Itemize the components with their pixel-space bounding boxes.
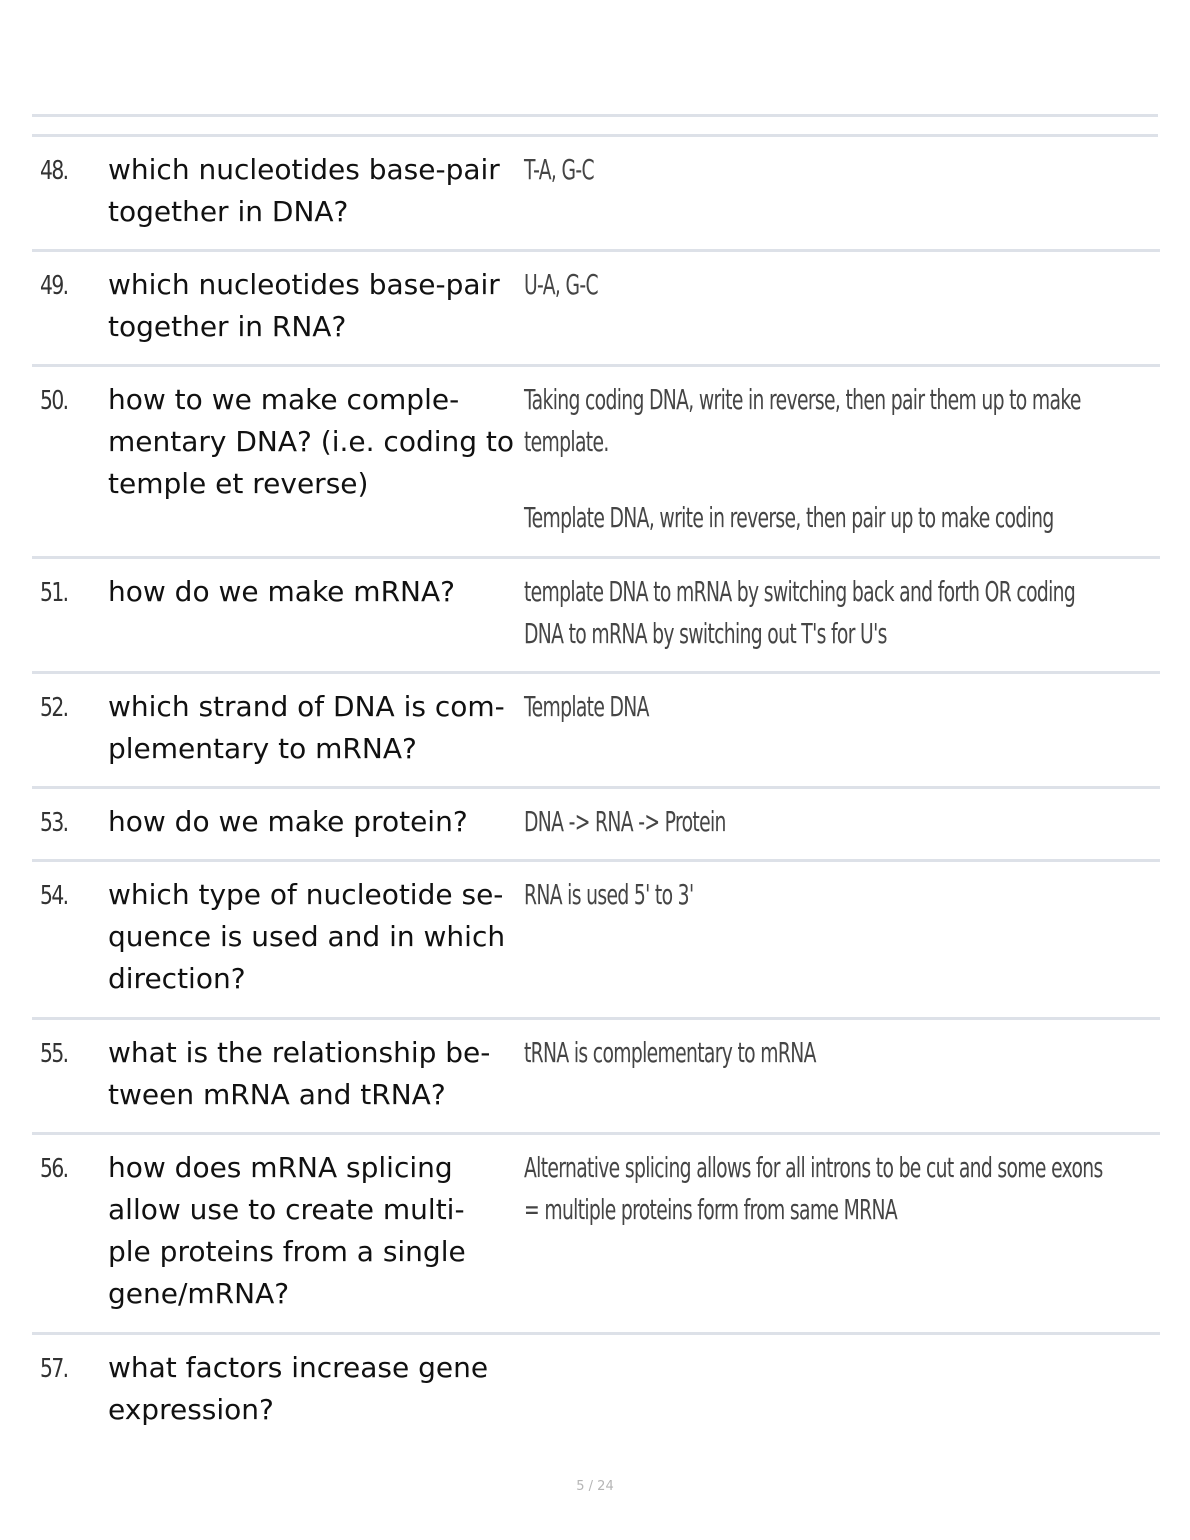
card-term: how do we make protein?: [108, 805, 468, 838]
card-term: how to we make comple- mentary DNA? (i.e. coding to temple et reverse): [108, 383, 515, 500]
definition-line: RNA is used 5' to 3': [524, 878, 694, 911]
definition-line: U-A, G-C: [524, 268, 598, 301]
definition-line: = multiple proteins form from same MRNA: [524, 1193, 898, 1226]
definition-line: Alternative splicing allows for all introns to be cut and some exons: [524, 1151, 1103, 1184]
flashcard-row: [32, 137, 1160, 252]
card-number: 55.: [40, 1039, 68, 1069]
card-number: 50.: [40, 386, 68, 416]
definition-line: template DNA to mRNA by switching back and forth OR coding: [524, 575, 1076, 608]
definition-line: tRNA is complementary to mRNA: [524, 1036, 816, 1069]
card-term: how do we make mRNA?: [108, 575, 455, 608]
flashcard-row: [32, 559, 1160, 674]
card-number: 52.: [40, 693, 68, 723]
flashcard-row: [32, 367, 1160, 559]
card-term: which strand of DNA is com- plementary to mRNA?: [108, 690, 505, 765]
card-number: 54.: [40, 881, 68, 911]
flashcard-row: [32, 1335, 1160, 1450]
flashcard-row: [32, 1020, 1160, 1135]
flashcard-list: [32, 137, 1160, 1450]
definition-line: Template DNA, write in reverse, then pair up to make coding: [524, 501, 1054, 534]
card-number: 56.: [40, 1154, 68, 1184]
card-term: which nucleotides base-pair together in DNA?: [108, 153, 500, 228]
card-definition: [524, 1032, 1164, 1074]
definition-line: DNA to mRNA by switching out T's for U's: [524, 617, 887, 650]
card-term: what factors increase gene expression?: [108, 1351, 489, 1426]
card-term: what is the relationship be- tween mRNA and tRNA?: [108, 1036, 491, 1111]
card-term: which nucleotides base-pair together in RNA?: [108, 268, 500, 343]
card-definition: [524, 874, 1164, 916]
page-indicator: 5 / 24: [576, 1479, 614, 1494]
card-number: 57.: [40, 1354, 68, 1384]
card-number: 53.: [40, 808, 68, 838]
card-definition: [524, 1147, 1164, 1231]
flashcard-row: [32, 674, 1160, 789]
card-definition: [524, 571, 1164, 655]
card-number: 48.: [40, 156, 68, 186]
card-definition: [524, 149, 1164, 191]
definition-line: Taking coding DNA, write in reverse, then pair them up to make: [524, 383, 1081, 416]
flashcard-row: [32, 862, 1160, 1020]
card-number: 49.: [40, 271, 68, 301]
definition-line: Template DNA: [524, 690, 649, 723]
definition-line: template.: [524, 425, 609, 458]
card-definition: [524, 801, 1164, 843]
flashcard-row: [32, 789, 1160, 862]
card-definition: [524, 686, 1164, 728]
card-term: which type of nucleotide se- quence is used and in which direction?: [108, 878, 506, 995]
card-term: how does mRNA splicing allow use to create multi- ple proteins from a single gene/mRNA?: [108, 1151, 466, 1310]
definition-line: DNA -> RNA -> Protein: [524, 805, 726, 838]
definition-line: T-A, G-C: [524, 153, 594, 186]
card-definition: [524, 264, 1164, 306]
card-definition: [524, 379, 1164, 539]
flashcard-row: [32, 252, 1160, 367]
top-divider: [32, 114, 1158, 117]
flashcard-row: [32, 1135, 1160, 1335]
card-number: 51.: [40, 578, 68, 608]
